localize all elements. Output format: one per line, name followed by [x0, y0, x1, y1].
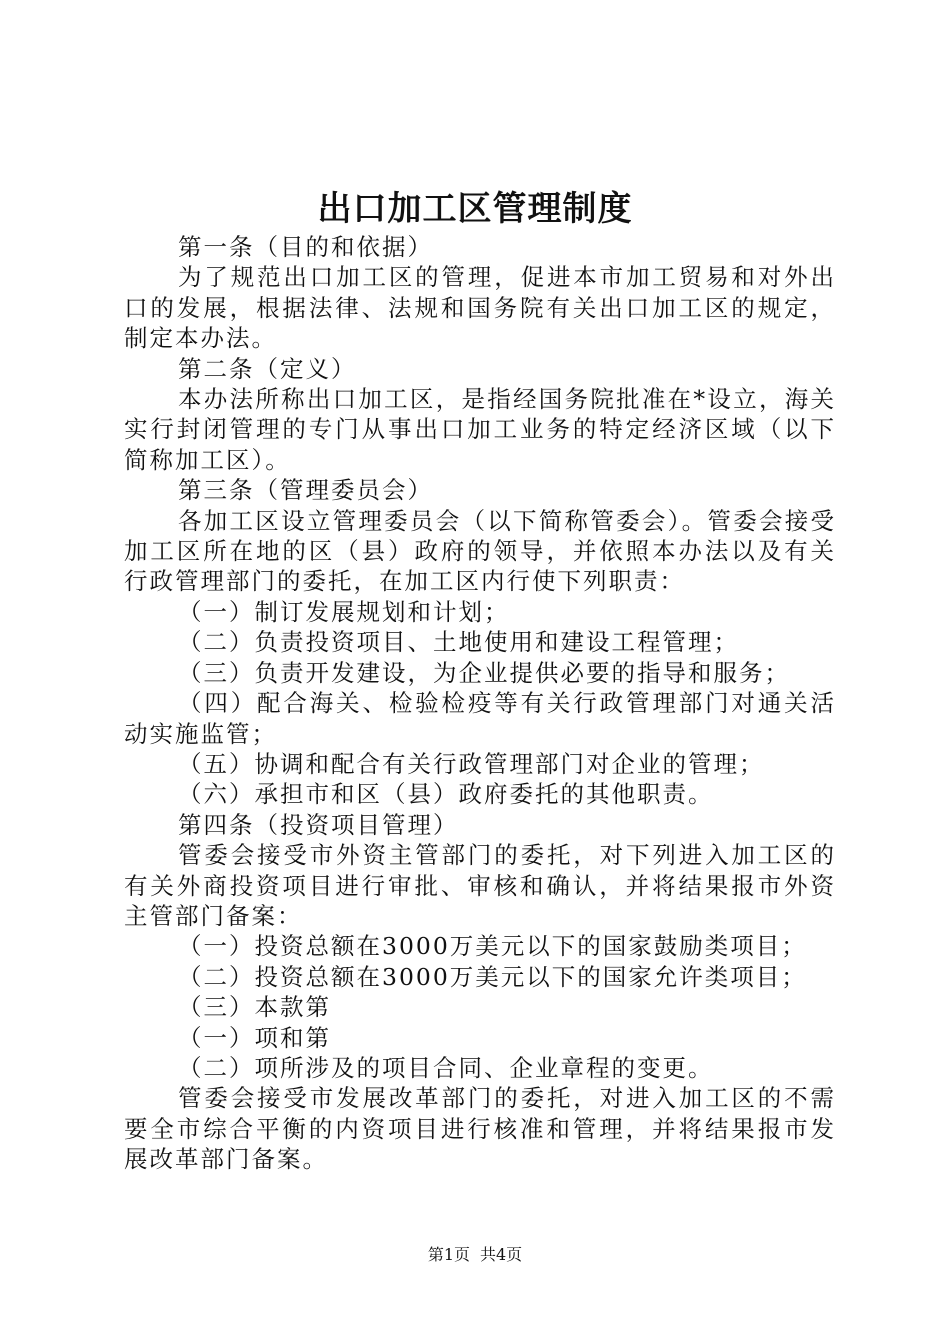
document-title: 出口加工区管理制度	[317, 189, 633, 229]
list-item: （四）配合海关、检验检疫等有关行政管理部门对通关活动实施监管；	[124, 689, 836, 748]
list-item: （二）负责投资项目、土地使用和建设工程管理；	[178, 628, 739, 657]
list-item: （二）项所涉及的项目合同、企业章程的变更。	[178, 1053, 714, 1082]
paragraph: 管委会接受市外资主管部门的委托，对下列进入加工区的有关外商投资项目进行审批、审核和确认，并将结果报市外资主管部门备案：	[124, 841, 836, 930]
page-total: 共4页	[480, 1245, 523, 1264]
article-heading: 第三条（管理委员会）	[178, 476, 433, 505]
paragraph: 各加工区设立管理委员会（以下简称管委会）。管委会接受加工区所在地的区（县）政府的领导，并依照本办法以及有关行政管理部门的委托，在加工区内行使下列职责：	[124, 506, 836, 596]
page-number: 第1页	[427, 1245, 470, 1264]
list-item: （三）负责开发建设，为企业提供必要的指导和服务；	[178, 658, 790, 687]
article-heading: 第一条（目的和依据）	[178, 233, 433, 261]
list-item: （五）协调和配合有关行政管理部门对企业的管理；	[178, 749, 765, 778]
document-body	[124, 232, 836, 1175]
paragraph: 为了规范出口加工区的管理，促进本市加工贸易和对外出口的发展，根据法律、法规和国务院有关出口加工区的规定，制定本办法。	[124, 263, 836, 353]
list-item: （三）本款第	[178, 993, 331, 1022]
list-item: （一）制订发展规划和计划；	[178, 597, 510, 626]
list-item: （一）投资总额在3000万美元以下的国家鼓励类项目；	[178, 932, 807, 961]
page-footer	[0, 1244, 950, 1266]
list-item: （六）承担市和区（县）政府委托的其他职责。	[178, 780, 714, 809]
paragraph: 管委会接受市发展改革部门的委托，对进入加工区的不需要全市综合平衡的内资项目进行核准和管理，并将结果报市发展改革部门备案。	[124, 1084, 836, 1174]
article-heading: 第四条（投资项目管理）	[178, 810, 459, 839]
paragraph: 本办法所称出口加工区，是指经国务院批准在*设立，海关实行封闭管理的专门从事出口加工业务的特定经济区域（以下简称加工区）。	[124, 385, 836, 474]
article-heading: 第二条（定义）	[178, 354, 357, 383]
list-item: （一）项和第	[178, 1023, 331, 1052]
list-item: （二）投资总额在3000万美元以下的国家允许类项目；	[178, 962, 807, 991]
